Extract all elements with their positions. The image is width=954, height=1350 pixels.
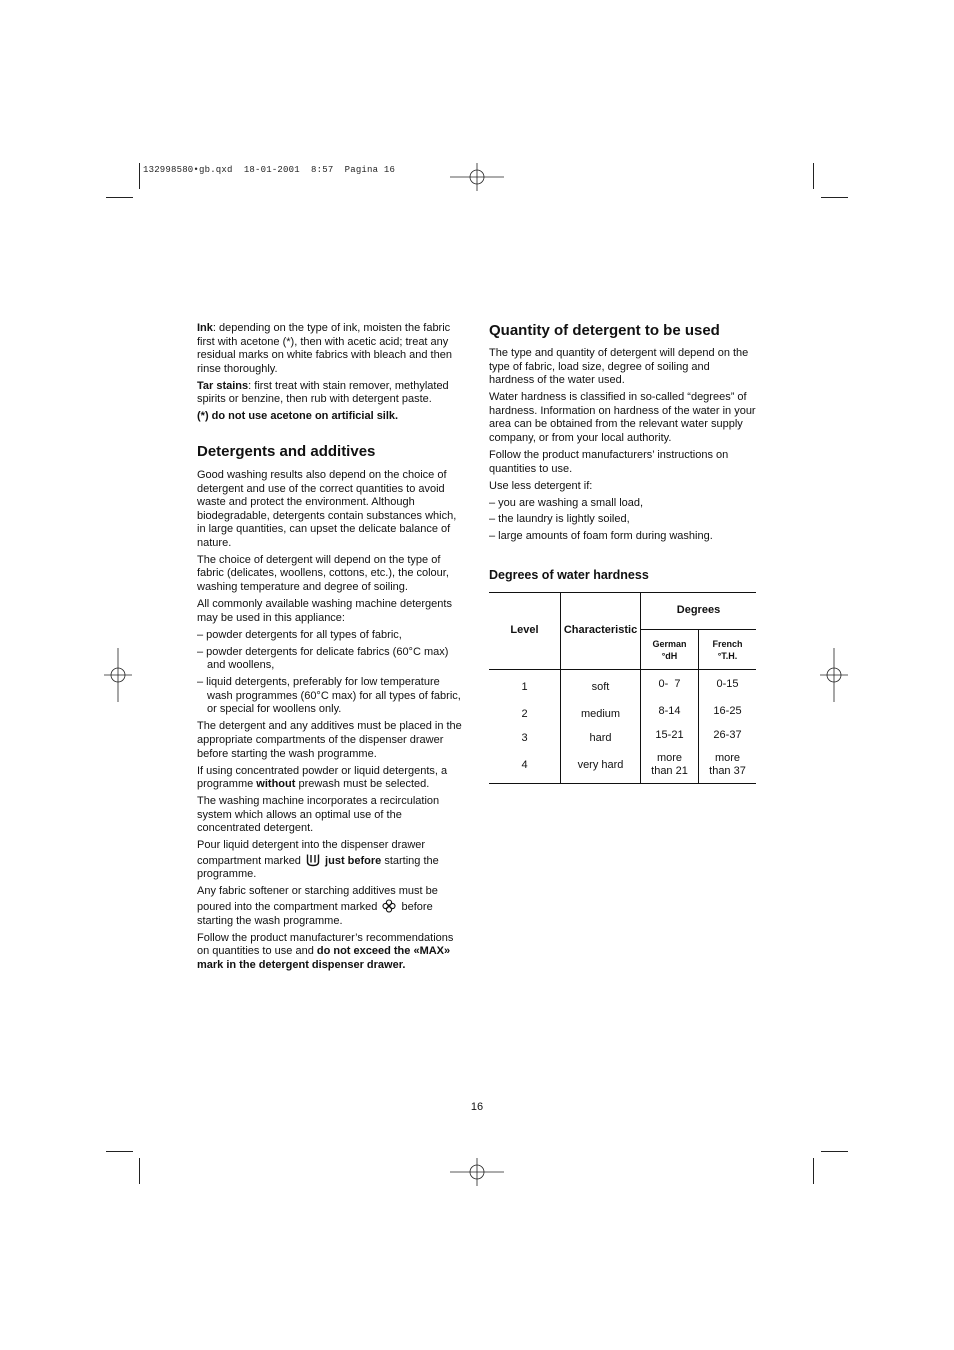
list-item: – powder detergents for delicate fabrics (60°C max) and woollens, — [197, 645, 449, 672]
crop-mark — [813, 163, 814, 189]
paragraph: If using concentrated powder or liquid detergents, a programme without prewash must be selected. — [197, 764, 448, 791]
crop-mark — [821, 197, 848, 198]
tar-label: Tar stains — [197, 379, 249, 392]
right-column — [489, 322, 757, 784]
softener-flower-icon — [382, 899, 396, 913]
left-column — [197, 322, 463, 976]
quantity-heading: Quantity of detergent to be used — [489, 322, 720, 339]
paragraph: The washing machine incorporates a recirculation system which allows an optimal use of the concentrated detergent. — [197, 795, 440, 835]
paragraph: Follow the product manufacturers’ instructions on quantities to use. — [489, 448, 729, 475]
crop-mark — [106, 1151, 133, 1152]
registration-mark-icon — [450, 163, 504, 191]
ink-text: : depending on the type of ink, moisten the fabric first with acetone (*), then with acetic acid; treat any residual marks on white fabrics with bleach and then rinse thoroughly. — [197, 322, 452, 375]
paragraph: The choice of detergent will depend on the type of fabric (delicates, woollens, cottons, etc.), the colour, washing temperature and degree of soiling. — [197, 553, 449, 594]
table-row: 2 medium 8-14 16-25 — [489, 700, 756, 724]
crop-mark — [813, 1158, 814, 1184]
list-item: – you are washing a small load, — [489, 496, 644, 509]
french-header: French °T.H. — [699, 630, 757, 670]
list-item: – powder detergents for all types of fabric, — [197, 628, 402, 641]
paragraph: Use less detergent if: — [489, 479, 593, 492]
paragraph: All commonly available washing machine detergents may be used in this appliance: — [197, 598, 452, 624]
level-header: Level — [489, 593, 561, 670]
paragraph: Good washing results also depend on the choice of detergent and use of the correct quantities to avoid waste and protect the environment. Although biodegradable, detergents contain substances which, in large quantities, can upset the delicate balance of nature. — [197, 468, 457, 549]
water-hardness-table — [489, 592, 756, 784]
table-row: 1 soft 0- 7 0-15 — [489, 670, 756, 700]
ink-paragraph — [197, 322, 463, 376]
registration-mark-icon — [820, 648, 848, 702]
detergents-heading: Detergents and additives — [197, 442, 376, 460]
paragraph: Water hardness is classified in so-called “degrees” of hardness. Information on hardness of the water in your area can be obtained from the relevant water supply company, or from your local authority. — [489, 391, 756, 444]
table-row: 3 hard 15-21 26-37 — [489, 724, 756, 748]
paragraph: The type and quantity of detergent will depend on the type of fabric, load size, degree of soiling and hardness of the water used. — [489, 347, 749, 387]
paragraph: Any fabric softener or starching additives must be poured into the compartment marked before starting the wash programme. — [197, 885, 438, 927]
crop-mark — [139, 163, 140, 189]
page-number: 16 — [470, 1101, 484, 1113]
list-item: – liquid detergents, preferably for low temperature wash programmes (60°C max) for all types of fabric, or special for woollens only. — [197, 676, 461, 716]
acetone-note: (*) do not use acetone on artificial silk. — [197, 410, 399, 423]
characteristic-header: Characteristic — [561, 593, 641, 670]
crop-mark — [106, 197, 133, 198]
list-item: – large amounts of foam form during washing. — [489, 530, 713, 543]
crop-mark — [821, 1151, 848, 1152]
crop-mark — [139, 1158, 140, 1184]
tar-text: : first treat with stain remover, methylated spirits or benzine, then rub with detergent paste. — [197, 379, 449, 406]
liquid-detergent-compartment-icon — [306, 853, 320, 867]
print-slug: 132998580•gb.qxd 18-01-2001 8:57 Pagina 16 — [143, 165, 396, 175]
table-row: 4 very hard more than 21 more than 37 — [489, 748, 756, 784]
german-header: German °dH — [641, 630, 699, 670]
paragraph: Pour liquid detergent into the dispenser drawer compartment marked just before starting the programme. — [197, 839, 439, 881]
list-item: – the laundry is lightly soiled, — [489, 513, 630, 526]
tar-paragraph — [197, 380, 463, 407]
degrees-header: Degrees — [641, 593, 757, 630]
registration-mark-icon — [104, 648, 132, 702]
paragraph: Follow the product manufacturer’s recommendations on quantities to use and do not exceed the «MAX» mark in the detergent dispenser drawer. — [197, 931, 454, 971]
paragraph: The detergent and any additives must be placed in the appropriate compartments of the dispenser drawer before starting the wash programme. — [197, 720, 462, 760]
registration-mark-icon — [450, 1158, 504, 1186]
water-hardness-subheading: Degrees of water hardness — [489, 568, 649, 583]
ink-label: Ink — [197, 322, 213, 334]
